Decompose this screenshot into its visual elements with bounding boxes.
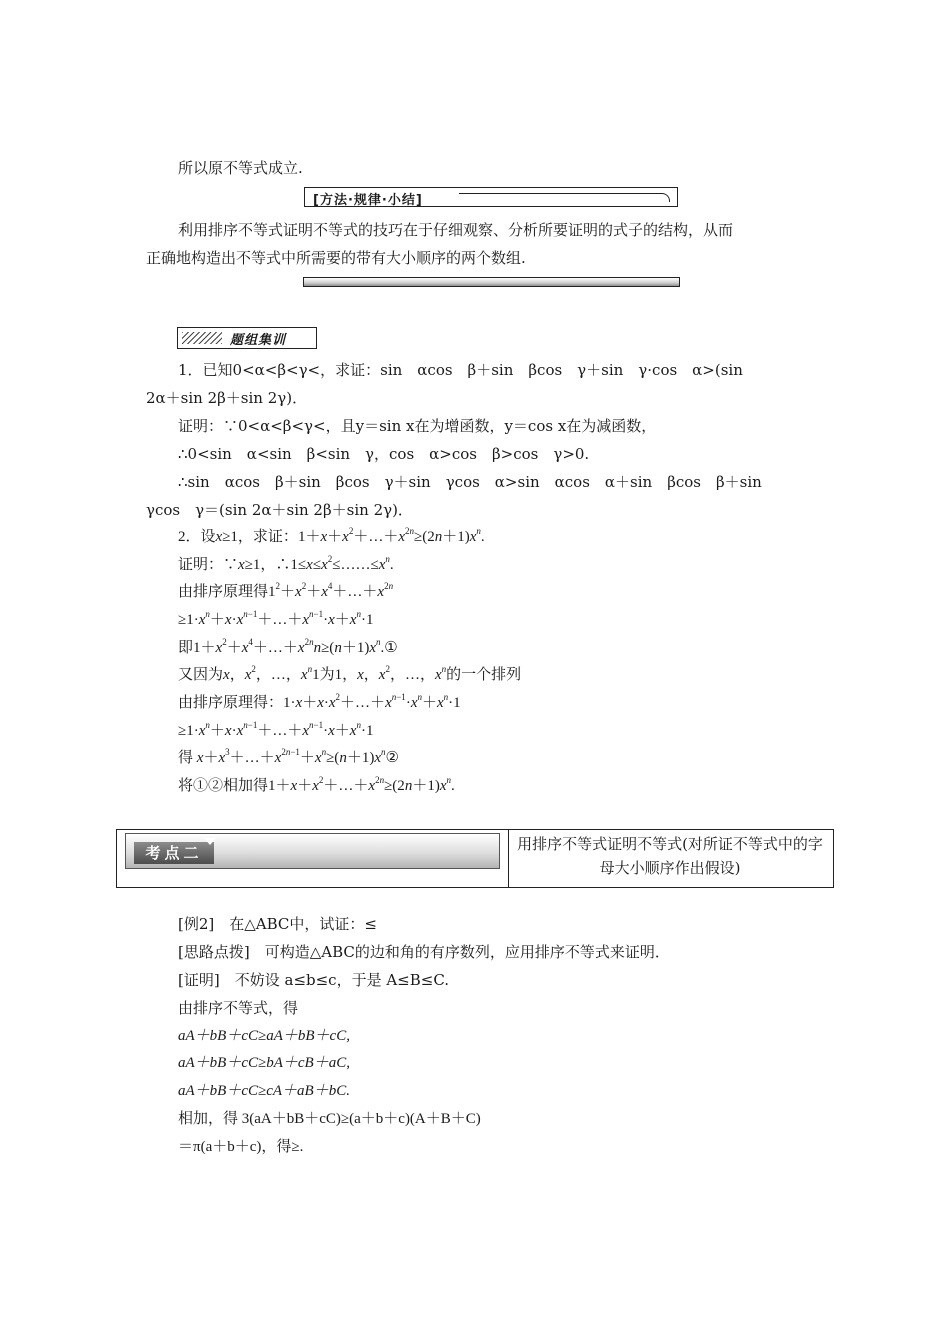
banner-tab-decoration — [459, 193, 670, 202]
example-hint — [178, 942, 670, 962]
q1-number: 1．已知 — [178, 361, 233, 379]
method-summary-banner — [304, 187, 678, 207]
method-text-line-2: 正确地构造出不等式中所需要的带有大小顺序的两个数组. — [146, 249, 526, 267]
q2-proof-line-7: $\ge 1\cdot x^n+x\cdot x^{n-1}+\dots+x^{n-1}\cdot x+x^n\cdot 1$ — [178, 720, 374, 739]
hint-text: 可构造△ABC的边和角的有序数列，应用排序不等式来证明． — [264, 943, 670, 961]
exercise-banner-title: 题组集训 — [230, 333, 287, 348]
key-point-tab: 考点二 — [134, 842, 214, 864]
hatch-decoration — [182, 332, 222, 344]
q1-proof-line-3: ∴sin αcos β＋sin βcos γ＋sin γcos α>sin αcos α＋sin βcos β＋sin — [178, 473, 762, 491]
q2-step-5-label: 由排序原理得： — [178, 695, 284, 711]
q2-proof-line-5: 又因为x，$x^2$，…，$x^n1$为1，x，$x^2$，…，$x^n$的一个排列 — [178, 664, 522, 683]
exercise-banner — [177, 327, 317, 349]
q1-statement-line-1 — [178, 360, 743, 380]
example-proof-line-2: 由排序不等式，得 — [178, 999, 299, 1017]
key-point-box — [116, 829, 834, 888]
tab-corner-decoration — [204, 838, 216, 845]
q1-claim: ，求证：sin αcos β＋sin βcos γ＋sin γ·cos α>(sin — [320, 361, 743, 379]
q2-step-4-mid: 1为1， — [312, 667, 358, 683]
q2-proof-line-9: 将①②相加得$1+x+x^2+\dots+x^{2n}\ge(2n+1)x^n$. — [178, 775, 455, 794]
hint-label: [思路点拨] — [178, 943, 250, 961]
q2-step-1-label: 由排序原理得 — [178, 584, 269, 600]
q2-number: 2．设 — [178, 529, 216, 545]
q2-step-4-end: 的一个排列 — [446, 667, 522, 683]
conclusion-text: 所以原不等式成立. — [178, 159, 303, 177]
q2-proof-line-8: 得 $x+x^3+\dots+x^{2n-1}+x^n\ge(n+1)x^n②$ — [178, 747, 399, 766]
q2-statement: 2．设x≥1，求证：$1+x+x^2+\dots+x^{2n}\ge(2n+1)x^n$. — [178, 526, 485, 545]
q2-proof-line-2: 由排序原理得$1^2+x^2+x^4+\dots+x^{2n}$ — [178, 581, 394, 600]
section-divider-bar — [303, 277, 680, 287]
q2-step-8-label: 将①②相加得 — [178, 778, 269, 794]
key-point-tab-panel — [125, 833, 500, 869]
q2-proof-label: 证明：∵ — [178, 557, 239, 573]
q1-given: 0<α<β<γ< — [232, 361, 321, 379]
example-ineq-2: aA＋bB＋cC≥bA＋cB＋aC, — [178, 1055, 350, 1071]
q2-proof-line-3: $\ge 1\cdot x^n+x\cdot x^{n-1}+\dots+x^{n-1}\cdot x+x^n\cdot 1$ — [178, 609, 374, 628]
q1-proof-line-1 — [178, 416, 656, 436]
q2-proof-line-1: 证明：∵x≥1，$\therefore 1\le x\le x^2\le\dots\dots\le x^n$. — [178, 554, 394, 573]
q1-proof-1b: y＝sin x在为增函数，y＝cos x在为减函数， — [355, 417, 657, 435]
q2-proof-line-6: 由排序原理得：$1\cdot x+x\cdot x^2+\dots+x^{n-1}\cdot x^n+x^n\cdot 1$ — [178, 692, 461, 711]
q1-statement-line-2: 2α＋sin 2β＋sin 2γ)． — [146, 389, 308, 407]
example-proof-line-1 — [178, 970, 449, 990]
key-point-title: 用排序不等式证明不等式(对所证不等式中的字母大小顺序作出假设) — [517, 835, 823, 877]
q2-step-4-label: 又因为 — [178, 667, 224, 683]
example-ineq-3: aA＋bB＋cC≥cA＋aB＋bC. — [178, 1083, 350, 1099]
q1-proof-line-4: γcos γ＝(sin 2α＋sin 2β＋sin 2γ)． — [146, 501, 413, 519]
q2-claim-label: ，求证： — [237, 529, 298, 545]
proof-label: [证明] — [178, 971, 220, 989]
example-statement — [178, 914, 377, 934]
example-ineq-1: aA＋bB＋cC≥aA＋bB＋cC, — [178, 1028, 350, 1044]
example-text: 在△ABC中，试证：≤ — [229, 915, 377, 933]
q2-step-7-label: 得 — [178, 750, 194, 766]
example-sum: 相加，得 3(aA＋bB＋cC)≥(a＋b＋c)(A＋B＋C) — [178, 1111, 481, 1127]
q2-ji-label: 即 — [178, 640, 194, 656]
q1-proof-line-2: ∴0<sin α<sin β<sin γ，cos α>cos β>cos γ>0. — [178, 445, 590, 463]
key-point-divider — [508, 830, 509, 887]
q1-proof-1a: 证明：∵0<α<β<γ<，且 — [178, 417, 356, 435]
proof-assumption: 不妨设 a≤b≤c，于是 A≤B≤C. — [234, 971, 450, 989]
method-text-line-1: 利用排序不等式证明不等式的技巧在于仔细观察、分析所要证明的式子的结构，从而 — [178, 221, 734, 239]
method-summary-label: [方法·规律·小结] — [313, 193, 423, 208]
q2-proof-line-4: 即$1+x^2+x^4+\dots+x^{2n}n\ge(n+1)x^n.①$ — [178, 637, 398, 656]
example-label: [例2] — [178, 915, 215, 933]
example-final: ＝π(a＋b＋c)，得≥. — [178, 1139, 304, 1155]
